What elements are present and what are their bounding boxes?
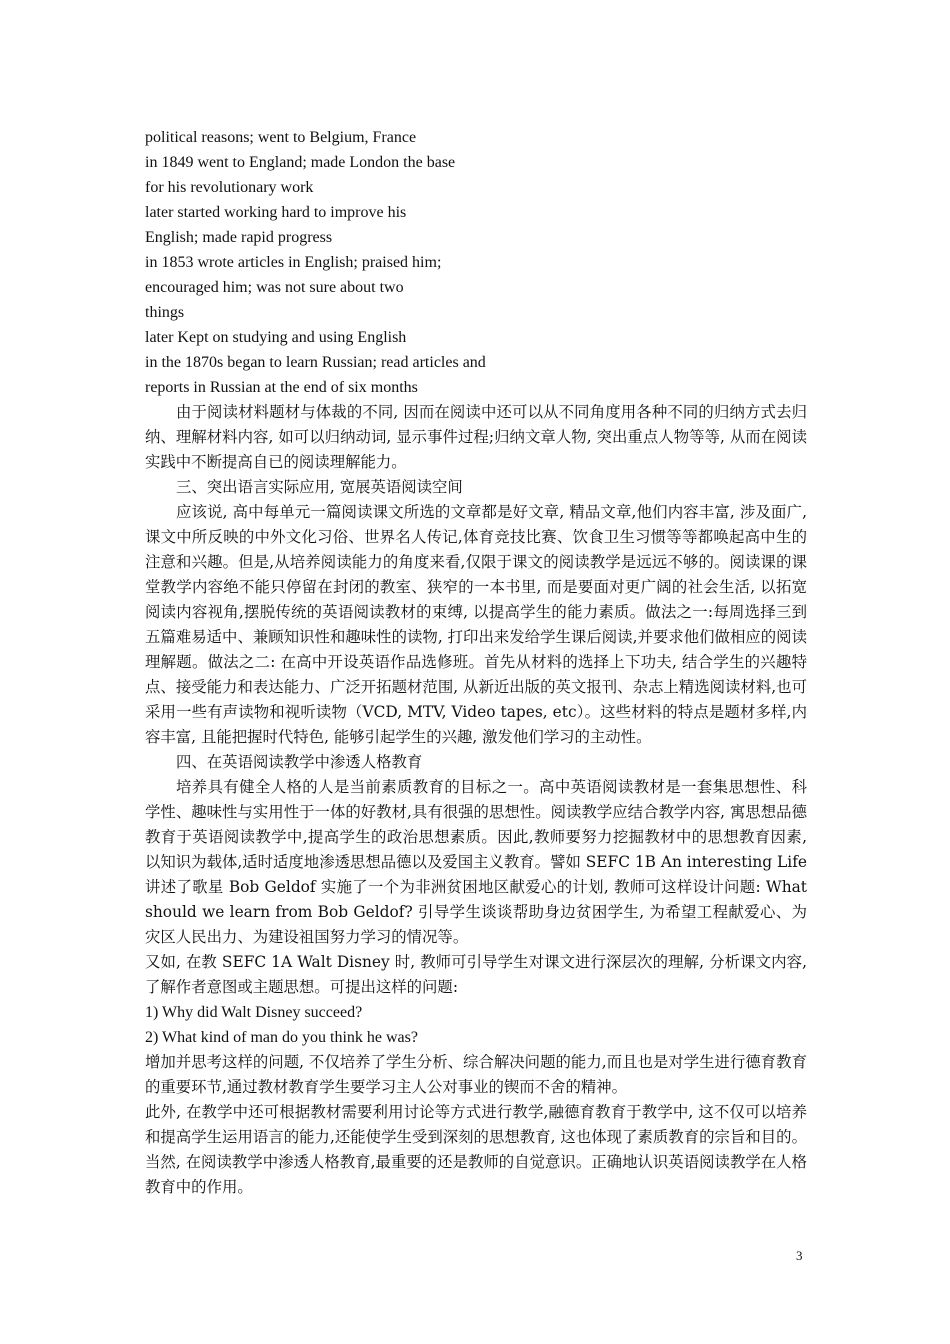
- questions-effect-paragraph: 增加并思考这样的问题, 不仅培养了学生分析、综合解决问题的能力,而且也是对学生进行德育教育的重要环节,通过教材教育学生要学习主人公对事业的锲而不舍的精神。: [145, 1053, 807, 1096]
- summary-paragraph: 由于阅读材料题材与体裁的不同, 因而在阅读中还可以从不同角度用各种不同的归纳方式去归纳、理解材料内容, 如可以归纳动词, 显示事件过程;归纳文章人物, 突出重点人物等等, 从而在阅读实践中不断提高自已的阅读理解能力。: [145, 403, 807, 471]
- section-heading-four: 四、在英语阅读教学中渗透人格教育: [176, 753, 423, 771]
- section-three-paragraph: 应该说, 高中每单元一篇阅读课文所选的文章都是好文章, 精品文章,他们内容丰富, 涉及面广, 课文中所反映的中外文化习俗、世界名人传记,体育竞技比赛、饮食卫生习惯等等都唤起高中生的注意和兴趣。但是,从培养阅读能力的角度来看,仅限于课文的阅读教学是远远不够的。阅读课的课堂教学内容绝不能只停留在封闭的教室、狭窄的一本书里, 而是要面对更广阔的社会生活, 以拓宽阅读内容视角,摆脱传统的英语阅读教材的束缚, 以提高学生的能力素质。做法之一:每周选择三到五篇难易适中、兼顾知识性和趣味性的读物, 打印出来发给学生课后阅读,并要求他们做相应的阅读理解题。做法之二: 在高中开设英语作品选修班。首先从材料的选择上下功夫, 结合学生的兴趣特点、接受能力和表达能力、广泛开拓题材范围, 从新近出版的英文报刊、杂志上精选阅读材料,也可采用一些有声读物和视听读物（VCD, MTV, Video tapes, etc）。这些材料的特点是题材多样,内容丰富, 且能把握时代特色, 能够引起学生的兴趣, 激发他们学习的主动性。: [145, 503, 807, 746]
- note-line: in 1849 went to England; made London the base: [145, 154, 456, 171]
- note-line: later started working hard to improve his: [145, 204, 407, 221]
- note-line: for his revolutionary work: [145, 179, 314, 196]
- section-heading-three: 三、突出语言实际应用, 宽展英语阅读空间: [176, 478, 463, 496]
- note-line: political reasons; went to Belgium, France: [145, 129, 417, 146]
- section-four-paragraph: 培养具有健全人格的人是当前素质教育的目标之一。高中英语阅读教材是一套集思想性、科学性、趣味性与实用性于一体的好教材,具有很强的思想性。阅读教学应结合教学内容, 寓思想品德教育于英语阅读教学中,提高学生的政治思想素质。因此,教师要努力挖掘教材中的思想教育因素, 以知识为载体,适时适度地渗透思想品德以及爱国主义教育。譬如 SEFC 1B An interesting Life 讲述了歌星 Bob Geldof 实施了一个为非洲贫困地区献爱心的计划, 教师可这样设计问题: What should we learn from Bob Geldof? 引导学生谈谈帮助身边贫困学生, 为希望工程献爱心、为灾区人民出力、为建设祖国努力学习的情况等。: [145, 778, 807, 946]
- note-line: English; made rapid progress: [145, 229, 333, 246]
- question-one: 1) Why did Walt Disney succeed?: [145, 1004, 363, 1021]
- note-line: encouraged him; was not sure about two: [145, 279, 404, 296]
- question-two: 2) What kind of man do you think he was?: [145, 1029, 418, 1046]
- page-content: [145, 125, 807, 1200]
- outline-notes: [145, 125, 807, 400]
- page-number: 3: [796, 1248, 803, 1263]
- note-line: things: [145, 304, 185, 321]
- note-line: later Kept on studying and using English: [145, 329, 407, 346]
- conclusion-paragraph: 此外, 在教学中还可根据教材需要利用讨论等方式进行教学,融德育教育于教学中, 这不仅可以培养和提高学生运用语言的能力,还能使学生受到深刻的思想教育, 这也体现了素质教育的宗旨和目的。当然, 在阅读教学中渗透人格教育,最重要的还是教师的自觉意识。正确地认识英语阅读教学在人格教育中的作用。: [145, 1103, 807, 1196]
- note-line: reports in Russian at the end of six months: [145, 379, 418, 396]
- note-line: in 1853 wrote articles in English; praised him;: [145, 254, 442, 271]
- note-line: in the 1870s began to learn Russian; read articles and: [145, 354, 486, 371]
- walt-disney-paragraph: 又如, 在教 SEFC 1A Walt Disney 时, 教师可引导学生对课文进行深层次的理解, 分析课文内容, 了解作者意图或主题思想。可提出这样的问题:: [145, 953, 807, 996]
